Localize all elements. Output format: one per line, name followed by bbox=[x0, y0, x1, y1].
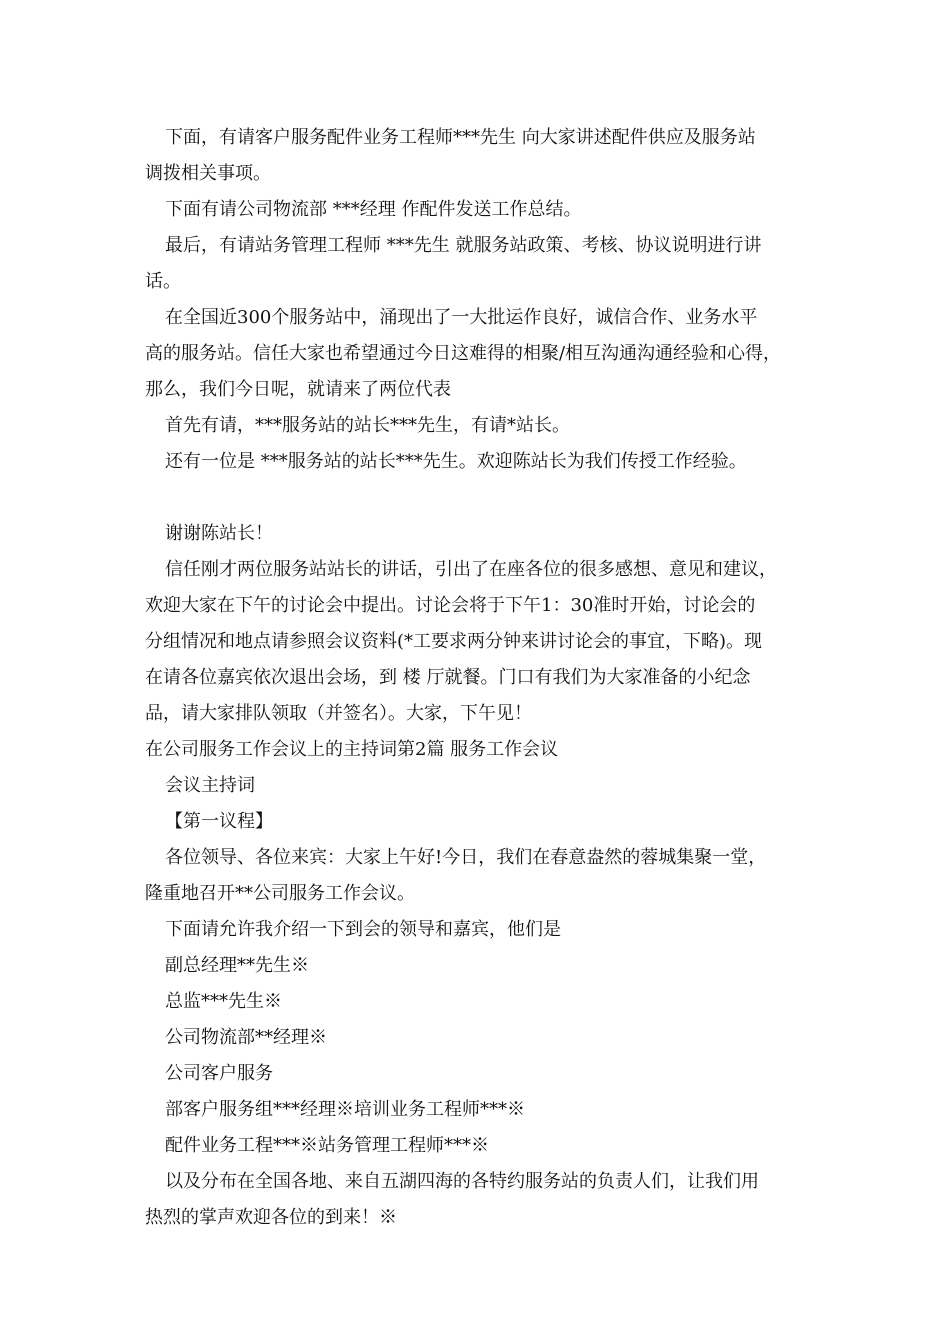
text-line: 在请各位嘉宾依次退出会场，到 楼 厅就餐。门口有我们为大家准备的小纪念 bbox=[145, 667, 751, 688]
text-line: 首先有请，***服务站的站长***先生，有请*站长。 bbox=[165, 415, 570, 436]
section-heading: 在公司服务工作会议上的主持词第2篇 服务工作会议 bbox=[145, 739, 559, 760]
text-line: 调拨相关事项。 bbox=[145, 163, 271, 184]
text-line: 品，请大家排队领取（并签名）。大家，下午见！ bbox=[145, 703, 532, 724]
text-line: 热烈的掌声欢迎各位的到来！※ bbox=[145, 1207, 397, 1228]
text-line: 还有一位是 ***服务站的站长***先生。欢迎陈站长为我们传授工作经验。 bbox=[165, 451, 747, 472]
text-line: 谢谢陈站长！ bbox=[165, 523, 273, 544]
text-line: 公司物流部**经理※ bbox=[165, 1027, 327, 1048]
text-line: 那么，我们今日呢，就请来了两位代表 bbox=[145, 379, 451, 400]
text-line: 配件业务工程***※站务管理工程师***※ bbox=[165, 1135, 489, 1156]
text-line: 副总经理**先生※ bbox=[165, 955, 309, 976]
text-line: 以及分布在全国各地、来自五湖四海的各特约服务站的负责人们，让我们用 bbox=[165, 1171, 759, 1192]
text-line: 部客户服务组***经理※培训业务工程师***※ bbox=[165, 1099, 525, 1120]
text-line: 总监***先生※ bbox=[165, 991, 282, 1012]
text-line: 下面，有请客户服务配件业务工程师***先生 向大家讲述配件供应及服务站 bbox=[165, 127, 756, 148]
text-line: 最后，有请站务管理工程师 ***先生 就服务站政策、考核、协议说明进行讲 bbox=[165, 235, 762, 256]
text-line: 高的服务站。信任大家也希望通过今日这难得的相聚/相互沟通沟通经验和心得， bbox=[145, 343, 782, 364]
document-body bbox=[145, 120, 815, 1236]
text-line: 信任刚才两位服务站站长的讲话，引出了在座各位的很多感想、意见和建议， bbox=[165, 559, 777, 580]
text-line: 下面请允许我介绍一下到会的领导和嘉宾，他们是 bbox=[165, 919, 561, 940]
text-line: 会议主持词 bbox=[165, 775, 255, 796]
blank-line bbox=[145, 480, 815, 516]
text-line: 分组情况和地点请参照会议资料(*工要求两分钟来讲讨论会的事宜，下略)。现 bbox=[145, 631, 763, 652]
text-line: 在全国近300个服务站中，涌现出了一大批运作良好，诚信合作、业务水平 bbox=[165, 307, 758, 328]
text-line: 话。 bbox=[145, 271, 181, 292]
text-line: 隆重地召开**公司服务工作会议。 bbox=[145, 883, 415, 904]
text-line: 公司客户服务 bbox=[165, 1063, 273, 1084]
text-line: 各位领导、各位来宾：大家上午好!今日，我们在春意盎然的蓉城集聚一堂， bbox=[165, 847, 767, 868]
text-line: 欢迎大家在下午的讨论会中提出。讨论会将于下午1：30准时开始，讨论会的 bbox=[145, 595, 756, 616]
text-line: 下面有请公司物流部 ***经理 作配件发送工作总结。 bbox=[165, 199, 582, 220]
text-line: 【第一议程】 bbox=[165, 811, 273, 832]
